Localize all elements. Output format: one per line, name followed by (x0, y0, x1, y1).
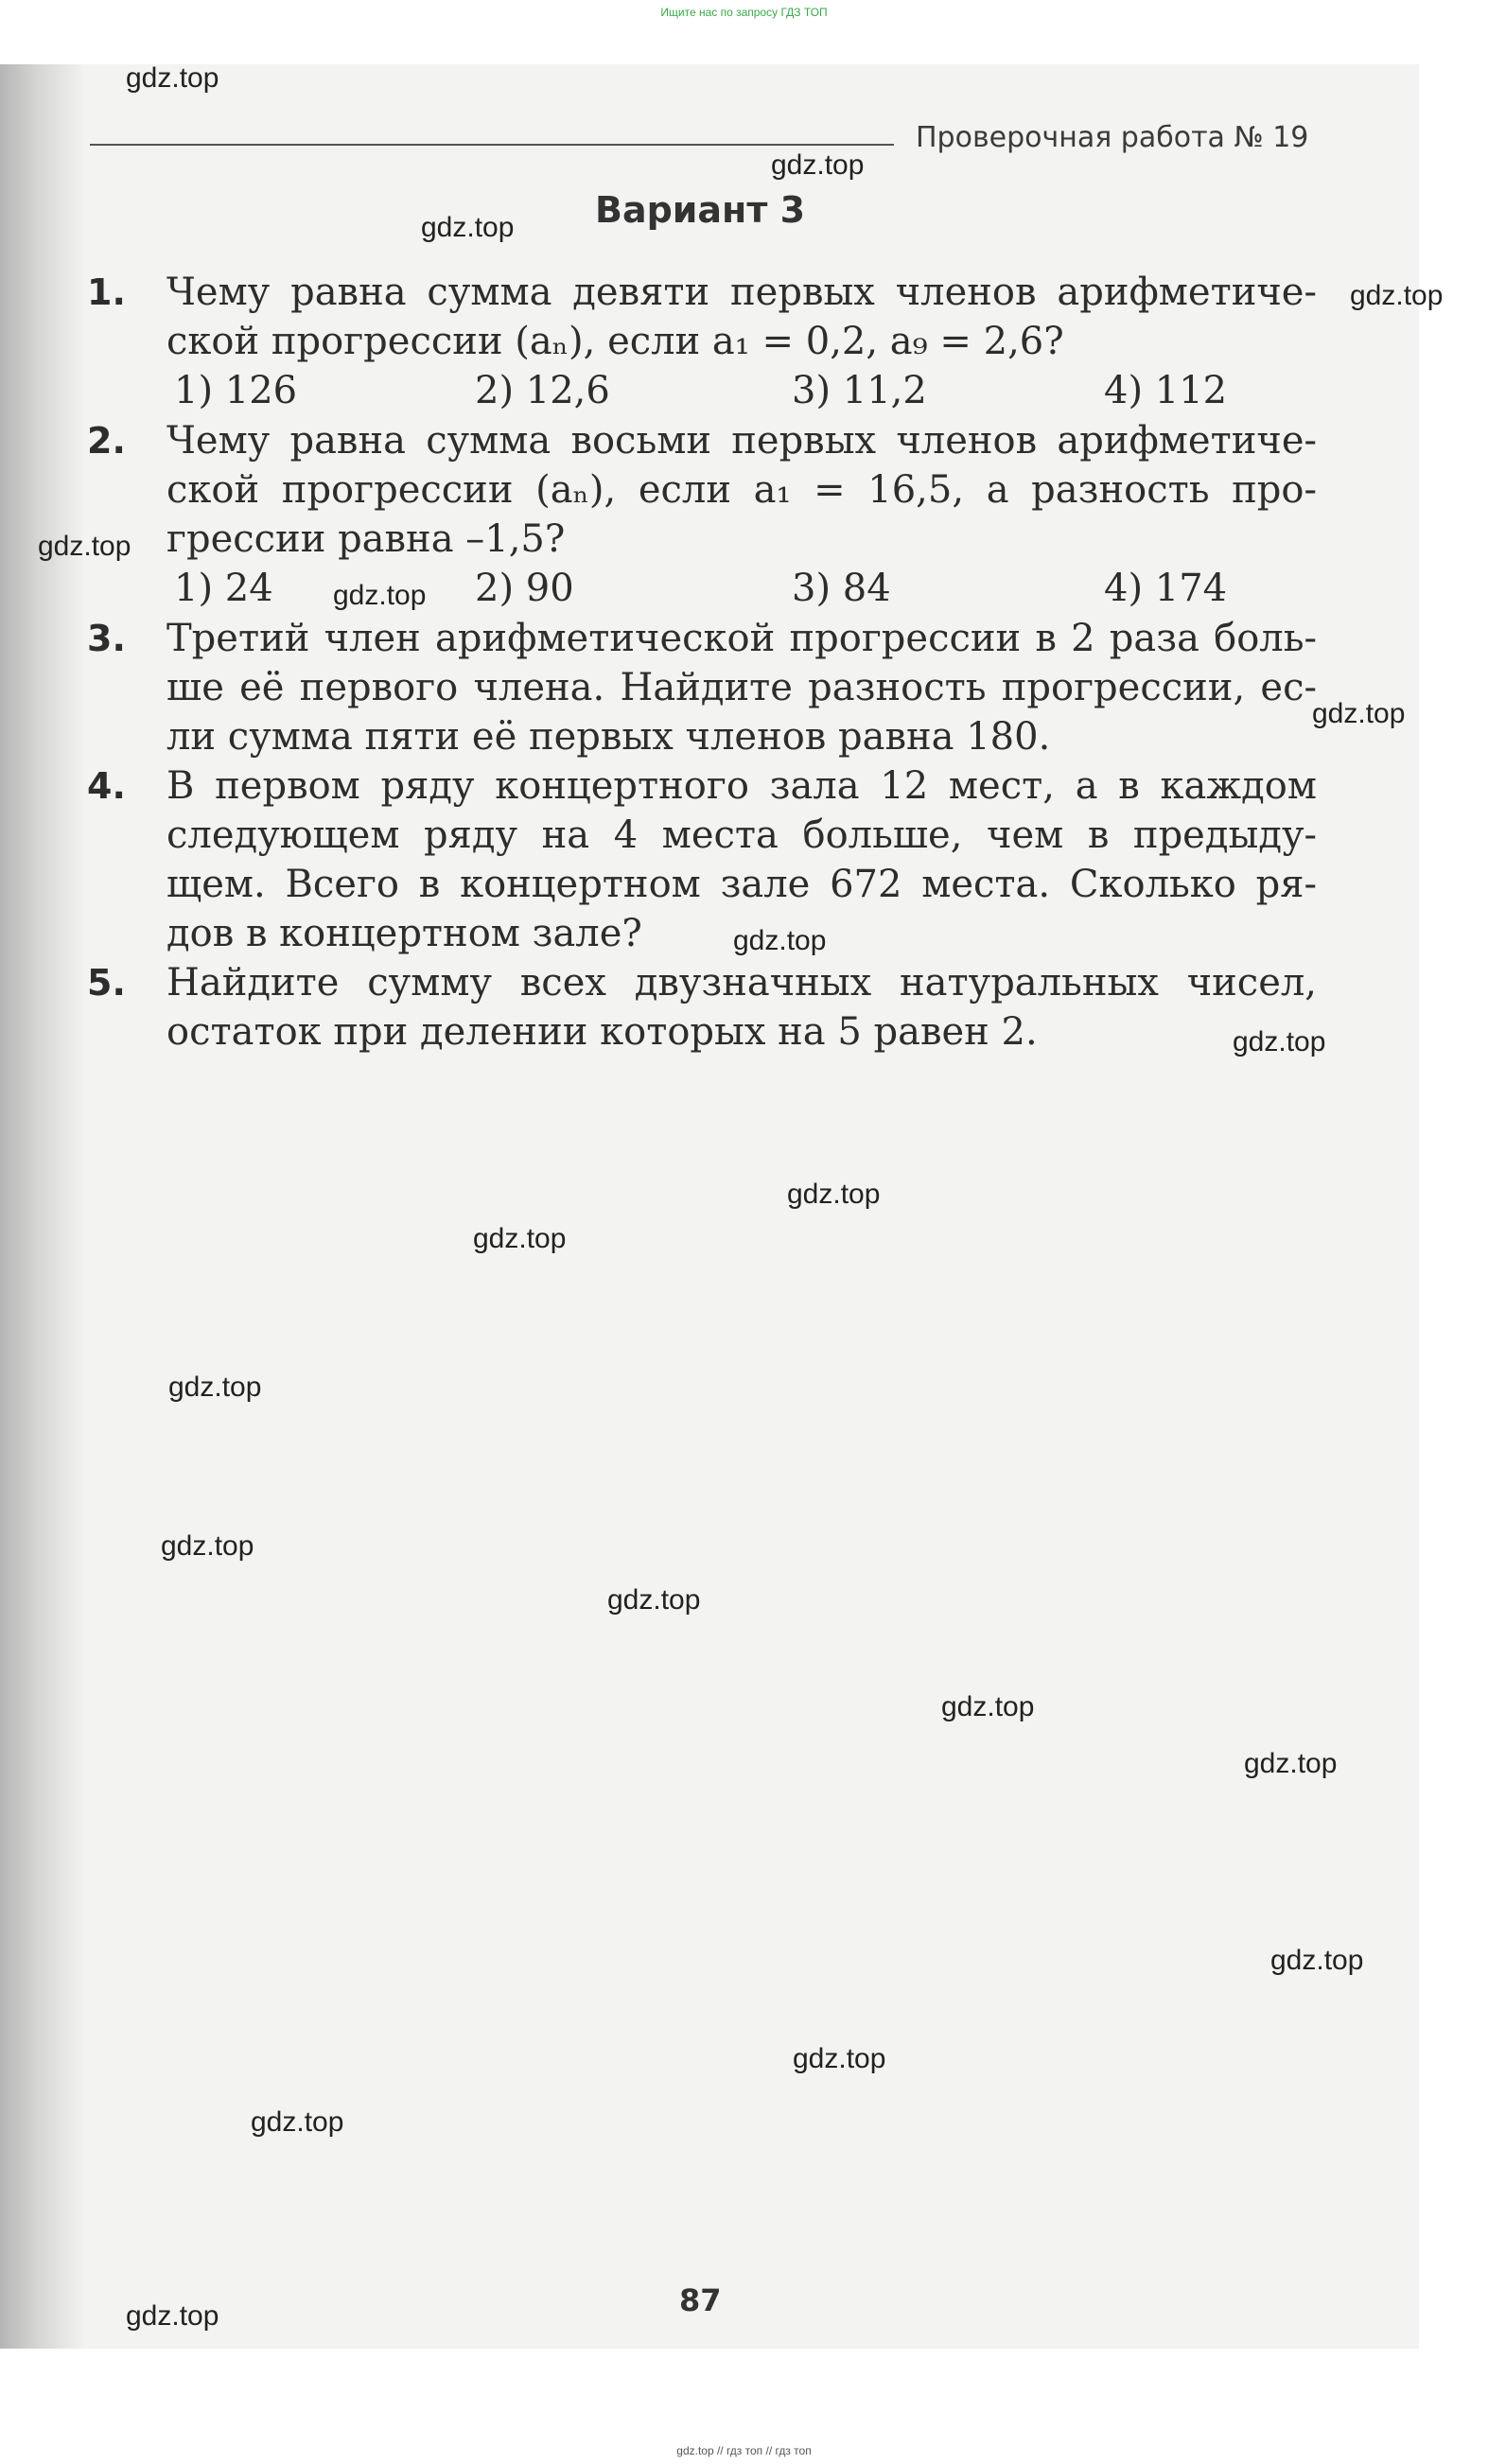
problem-number: 1. (87, 271, 126, 313)
problem-line: Чему равна сумма восьми первых членов арифметиче- (166, 419, 1317, 463)
answer-option: 2) 12,6 (475, 369, 610, 412)
watermark: gdz.top (1233, 1026, 1326, 1057)
problem-line: Найдите сумму всех двузначных натуральных чисел, (166, 961, 1317, 1005)
watermark: gdz.top (1312, 698, 1406, 729)
watermark: gdz.top (793, 2043, 886, 2074)
problem-number: 2. (87, 420, 126, 462)
watermark: gdz.top (126, 62, 219, 94)
watermark: gdz.top (168, 1372, 262, 1403)
answer-option: 2) 90 (475, 567, 574, 610)
top-banner: Ищите нас по запросу ГДЗ ТОП (660, 6, 828, 19)
problem-number: 4. (87, 765, 126, 807)
watermark: gdz.top (161, 1530, 254, 1562)
variant-title: Вариант 3 (594, 189, 806, 231)
watermark: gdz.top (733, 925, 827, 956)
watermark: gdz.top (607, 1584, 701, 1616)
watermark: gdz.top (421, 212, 515, 243)
bottom-banner: gdz.top // гдз топ // гдз топ (676, 2444, 812, 2457)
answer-option: 4) 174 (1104, 567, 1228, 610)
page-number: 87 (679, 2282, 722, 2318)
textbook-page (0, 64, 1419, 2349)
problem-line: ской прогрессии (aₙ), если a₁ = 0,2, a₉ = 2,6? (166, 320, 1064, 363)
header-title: Проверочная работа № 19 (916, 121, 1309, 154)
watermark: gdz.top (787, 1179, 881, 1210)
problem-line: щем. Всего в концертном зале 672 места. Сколько ря- (166, 863, 1317, 906)
problem-number: 5. (87, 962, 126, 1004)
problem-line: В первом ряду концертного зала 12 мест, а в каждом (166, 764, 1317, 808)
watermark: gdz.top (941, 1691, 1035, 1722)
problem-line: ше её первого члена. Найдите разность прогрессии, ес- (166, 666, 1317, 709)
watermark: gdz.top (771, 149, 865, 181)
watermark: gdz.top (1350, 280, 1444, 311)
watermark: gdz.top (473, 1223, 567, 1254)
answer-option: 3) 11,2 (792, 369, 927, 412)
answer-option: 1) 126 (174, 369, 298, 412)
watermark: gdz.top (1270, 1945, 1364, 1976)
problem-line: грессии равна –1,5? (166, 517, 566, 561)
problem-line: следующем ряду на 4 места больше, чем в предыду- (166, 813, 1317, 857)
problem-line: остаток при делении которых на 5 равен 2. (166, 1010, 1038, 1054)
watermark: gdz.top (126, 2300, 219, 2332)
page-binding-shadow (0, 64, 85, 2349)
problem-line: дов в концертном зале? (166, 912, 642, 955)
header-rule (90, 144, 894, 146)
problem-line: Третий член арифметической прогрессии в 2 раза боль- (166, 617, 1317, 660)
watermark: gdz.top (251, 2106, 344, 2138)
problem-line: Чему равна сумма девяти первых членов арифметиче- (166, 271, 1317, 314)
answer-option: 3) 84 (792, 567, 891, 610)
watermark: gdz.top (333, 580, 427, 611)
answer-option: 1) 24 (174, 567, 273, 610)
watermark: gdz.top (38, 531, 131, 562)
watermark: gdz.top (1244, 1748, 1338, 1779)
problem-line: ской прогрессии (aₙ), если a₁ = 16,5, а разность про- (166, 468, 1317, 512)
answer-option: 4) 112 (1104, 369, 1228, 412)
problem-line: ли сумма пяти её первых членов равна 180. (166, 715, 1051, 759)
problem-number: 3. (87, 618, 126, 659)
